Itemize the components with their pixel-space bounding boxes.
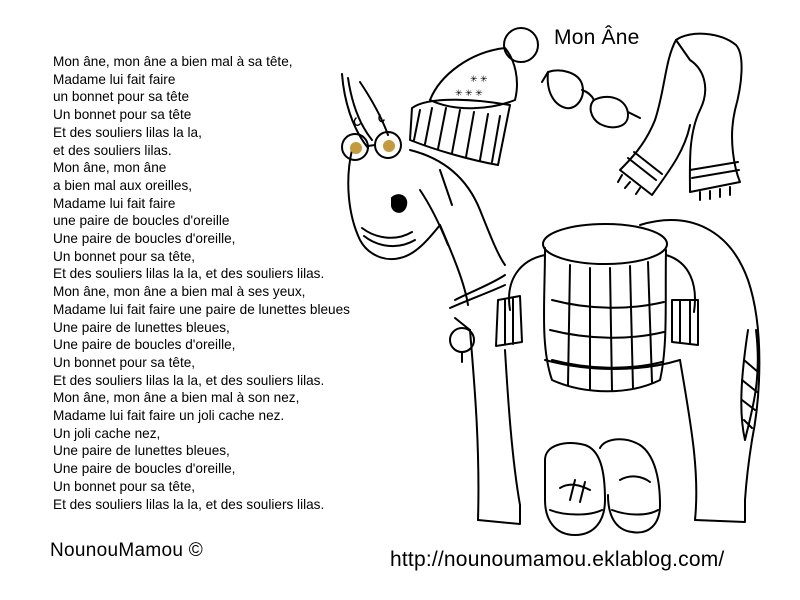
lyric-line: Une paire de boucles d'oreille, bbox=[53, 231, 236, 247]
lyric-line: Un joli cache nez, bbox=[53, 425, 161, 441]
lyric-line: Une paire de boucles d'oreille, bbox=[53, 337, 236, 353]
poem-lyrics bbox=[53, 53, 453, 513]
website-url: http://nounoumamou.eklablog.com/ bbox=[390, 548, 725, 571]
lyric-line: et des souliers lilas. bbox=[53, 142, 172, 158]
author-signature: NounouMamou © bbox=[50, 540, 204, 561]
lyric-line: Une paire de lunettes bleues, bbox=[53, 319, 230, 335]
lyric-line: Une paire de boucles d'oreille, bbox=[53, 461, 236, 477]
lyric-line: Un bonnet pour sa tête bbox=[53, 107, 192, 123]
lyric-line: Un bonnet pour sa tête, bbox=[53, 248, 196, 264]
lyric-line: Une paire de lunettes bleues, bbox=[53, 443, 230, 459]
lyric-line: Madame lui fait faire une paire de lunettes bleues bbox=[53, 301, 350, 317]
lyric-line: Madame lui fait faire bbox=[53, 71, 176, 87]
lyric-line: Mon âne, mon âne a bien mal à ses yeux, bbox=[53, 284, 306, 300]
lyric-line: a bien mal aux oreilles, bbox=[53, 177, 193, 193]
lyric-line: Mon âne, mon âne a bien mal à sa tête, bbox=[53, 54, 293, 69]
lyric-line: Et des souliers lilas la la, et des souliers lilas. bbox=[53, 496, 325, 512]
lyric-line: une paire de boucles d'oreille bbox=[53, 213, 230, 229]
lyric-line: Un bonnet pour sa tête, bbox=[53, 478, 196, 494]
poem-title: Mon Âne bbox=[554, 26, 640, 49]
svg-text:✳ ✳: ✳ ✳ bbox=[470, 74, 488, 84]
lyric-line: un bonnet pour sa tête bbox=[53, 89, 190, 105]
lyric-line: Un bonnet pour sa tête, bbox=[53, 354, 196, 370]
lyric-line: Et des souliers lilas la la, et des souliers lilas. bbox=[53, 266, 325, 282]
basket-icon bbox=[496, 224, 698, 391]
glasses-icon bbox=[542, 71, 640, 128]
lyric-line: Et des souliers lilas la la, et des souliers lilas. bbox=[53, 372, 325, 388]
lyric-line: Madame lui fait faire un joli cache nez. bbox=[53, 408, 285, 424]
lyric-line: Et des souliers lilas la la, bbox=[53, 124, 202, 140]
shoes-icon bbox=[545, 439, 660, 535]
lyric-line: Mon âne, mon âne bbox=[53, 160, 167, 176]
lyric-line: Mon âne, mon âne a bien mal à son nez, bbox=[53, 390, 300, 406]
svg-text:✳ ✳ ✳: ✳ ✳ ✳ bbox=[455, 88, 483, 98]
lyric-line: Madame lui fait faire bbox=[53, 195, 176, 211]
